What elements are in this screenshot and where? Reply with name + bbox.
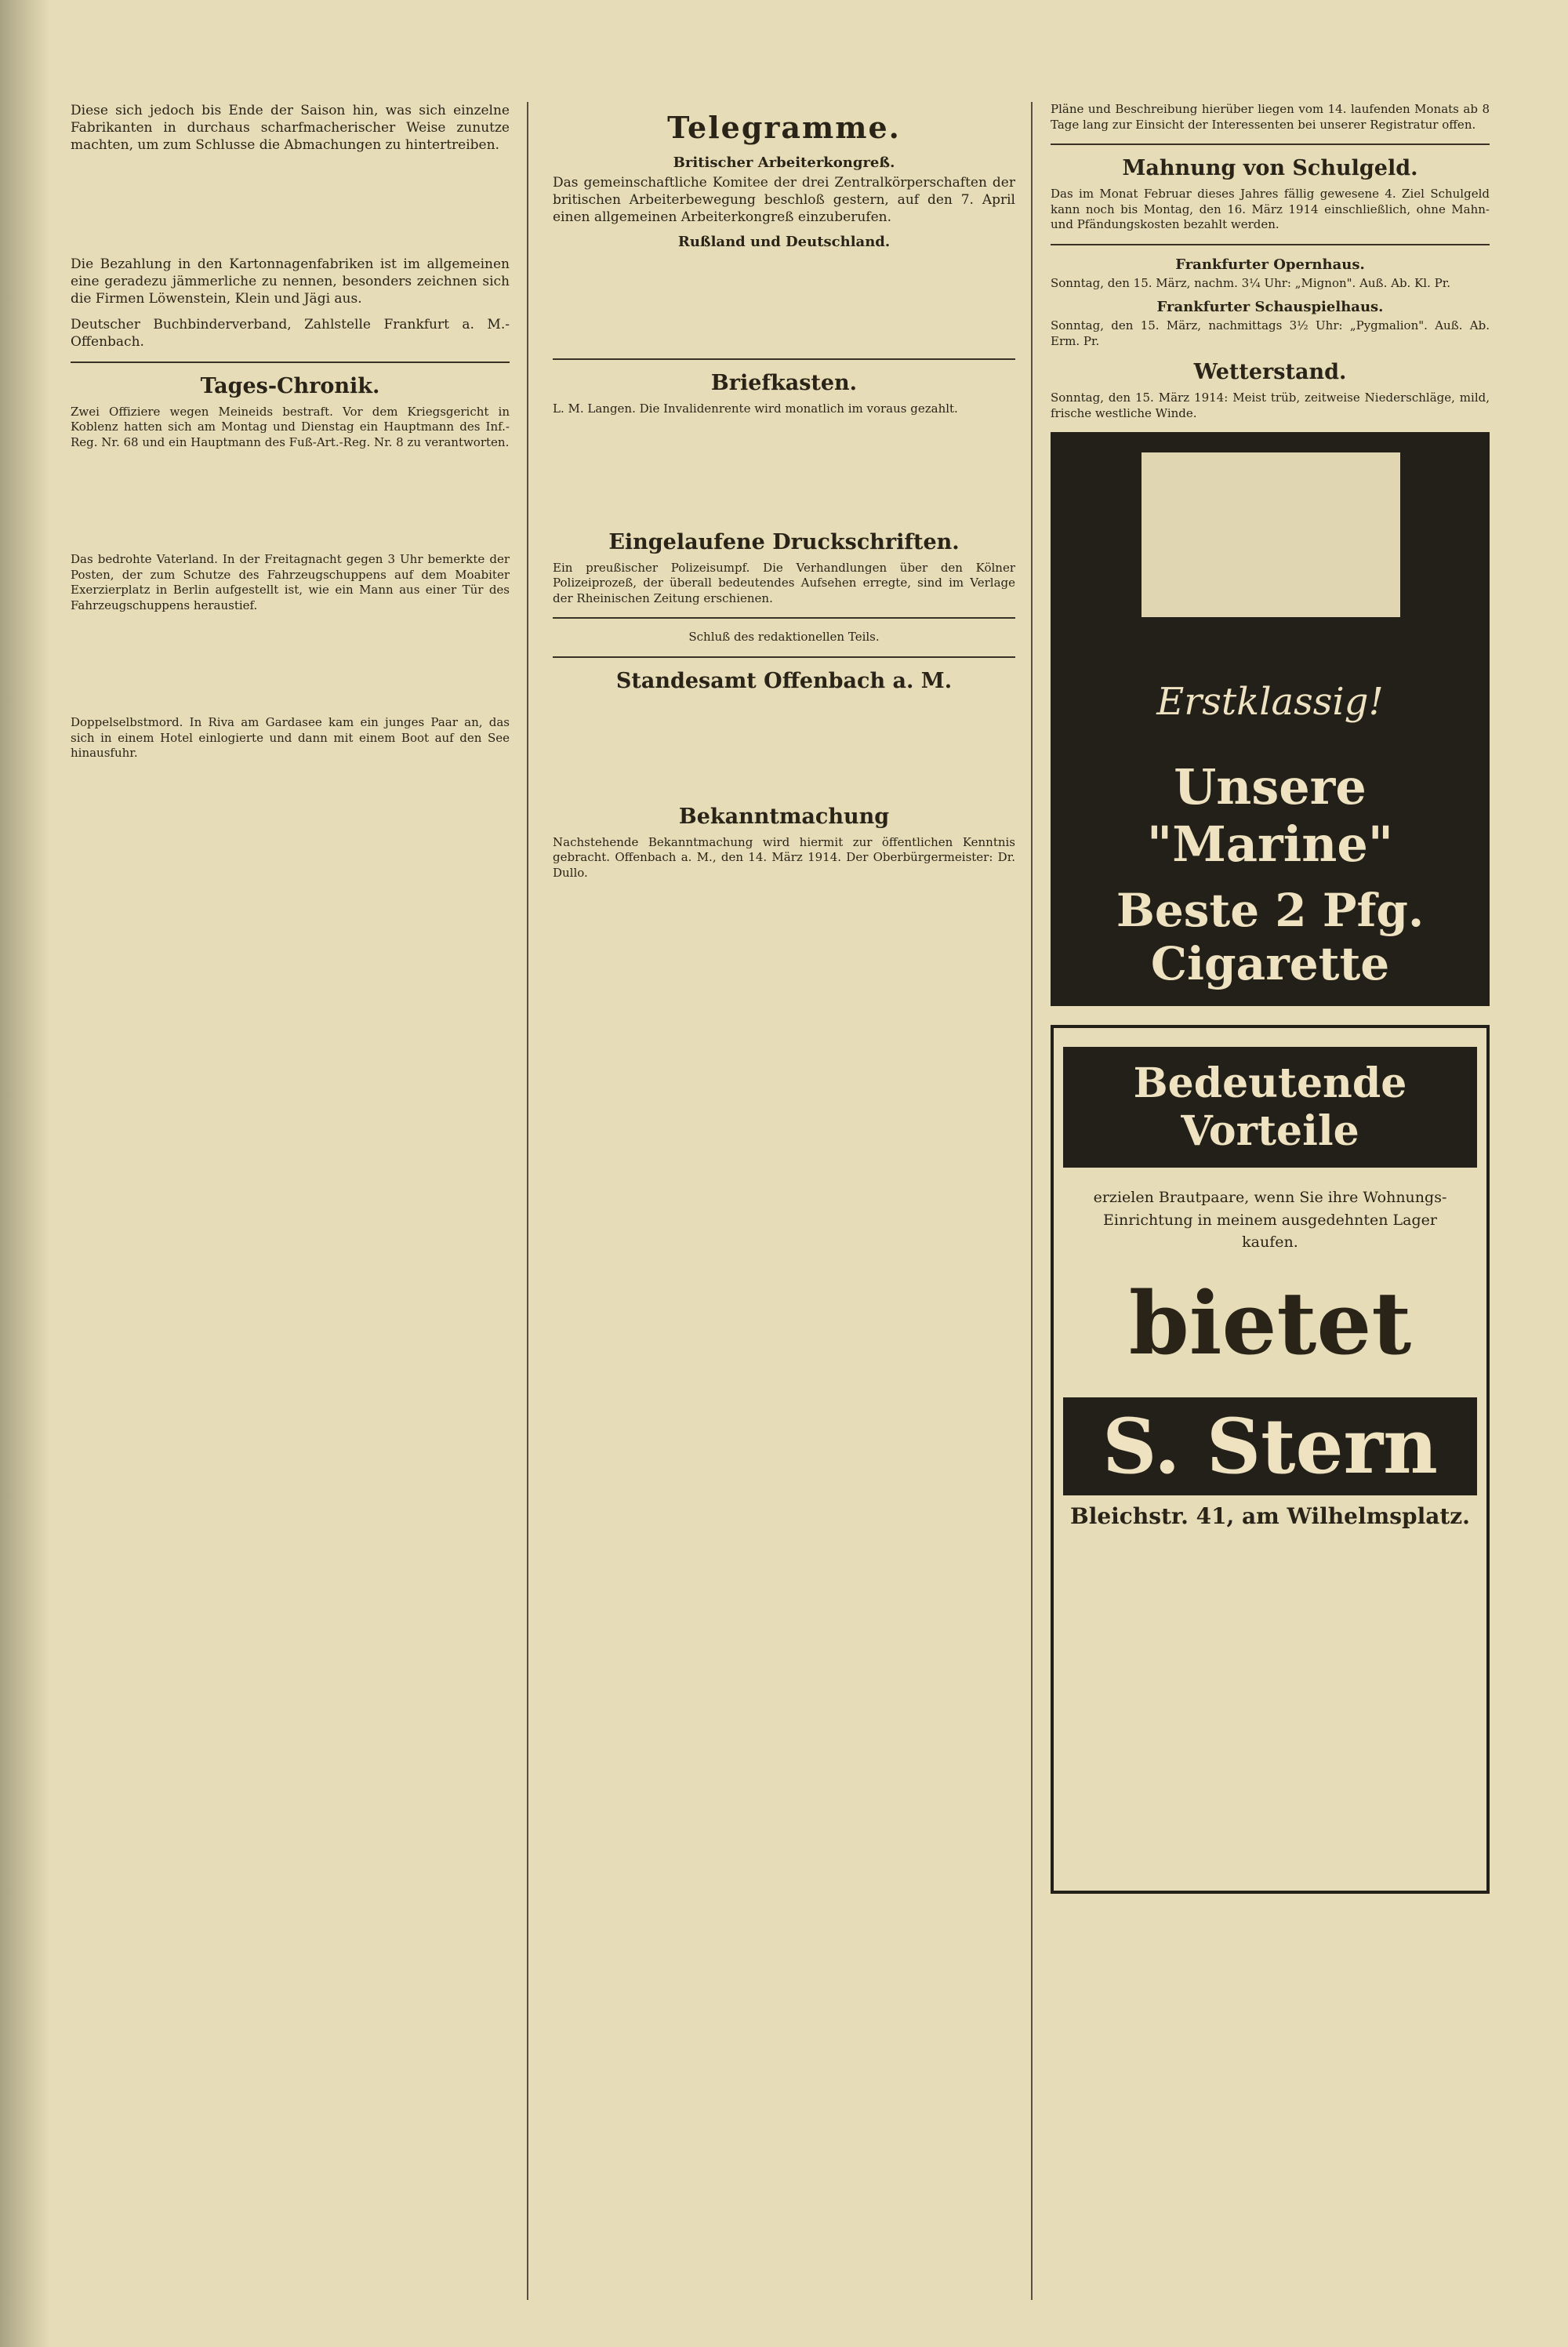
ad-text: erzielen Brautpaare, wenn Sie ihre Wohnungs-Einrichtung in meinem ausgedehnten Lager kaufen.: [1093, 1189, 1447, 1251]
ad-address: Bleichstr. 41, am Wilhelmsplatz.: [1070, 1502, 1470, 1529]
page-edge: [0, 0, 50, 2347]
section-heading: Bekanntmachung: [678, 804, 890, 829]
ad-line: Erstklassig!: [1156, 680, 1384, 724]
listing-item: Sonntag, den 15. März, nachm. 3¼ Uhr: „Mignon". Auß. Ab. Kl. Pr.: [1051, 275, 1451, 290]
column-middle: [553, 102, 1015, 888]
subheading: Britischer Arbeiterkongreß.: [673, 154, 895, 171]
ad-big-word: bietet: [1128, 1272, 1412, 1374]
end-note: Schluß des redaktionellen Teils.: [688, 630, 880, 645]
ad-line: Beste 2 Pfg. Cigarette: [1116, 884, 1425, 990]
column-right: [1051, 102, 1490, 1894]
weather-text: Sonntag, den 15. März 1914: Meist trüb, zeitweise Niederschläge, mild, frische westliche Winde.: [1051, 391, 1490, 420]
section-heading: Telegramme.: [667, 110, 901, 145]
notice-text: Das im Monat Februar dieses Jahres fällig gewesene 4. Ziel Schulgeld kann noch bis Montag, den 16. März 1914 einschließlich, ohne Mahn- und Pfändungskosten bezahlt werden.: [1051, 187, 1490, 231]
divider: [553, 656, 1015, 658]
omitted-gap: [553, 253, 1015, 347]
section-heading: Tages-Chronik.: [200, 373, 380, 398]
news-item: Zwei Offiziere wegen Meineids bestraft. Vor dem Kriegsgericht in Koblenz hatten sich am Montag und Dienstag ein Hauptmann des Inf.-Reg. Nr. 68 und ein Hauptmann des Fuß-Art.-Reg. Nr. 8 zu verantworten.: [71, 404, 510, 449]
divider: [71, 361, 510, 363]
divider: [1051, 244, 1490, 245]
column-rule: [1031, 102, 1033, 2300]
column-rule: [527, 102, 528, 2300]
article-paragraph: Die Bezahlung in den Kartonnagenfabriken ist im allgemeinen eine geradezu jämmerliche zu nennen, besonders zeichnen sich die Firmen Löwenstein, Klein und Jägi aus.: [71, 256, 510, 307]
ad-company-name: S. Stern: [1063, 1397, 1477, 1495]
section-heading: Eingelaufene Druckschriften.: [608, 529, 960, 554]
furniture-advertisement: [1051, 1025, 1490, 1894]
listing-item: Sonntag, den 15. März, nachmittags 3½ Uhr: „Pygmalion". Auß. Ab. Erm. Pr.: [1051, 318, 1490, 348]
article-paragraph: Das gemeinschaftliche Komitee der drei Zentralkörperschaften der britischen Arbeiterbewegung beschloß gestern, auf den 7. April einen allgemeinen Arbeiterkongreß einzuberufen.: [553, 175, 1015, 226]
divider: [553, 617, 1015, 619]
article-paragraph: Diese sich jedoch bis Ende der Saison hin, was sich einzelne Fabrikanten in durchaus scharfmacherischer Weise zunutze machten, um zum Schlusse die Abmachungen zu hintertreiben.: [71, 103, 510, 154]
notice-text: Pläne und Beschreibung hierüber liegen vom 14. laufenden Monats ab 8 Tage lang zur Einsicht der Interessenten bei unserer Registratur offen.: [1051, 102, 1490, 132]
divider: [1051, 144, 1490, 145]
druck-item: Ein preußischer Polizeisumpf. Die Verhandlungen über den Kölner Polizeiprozeß, der überall bedeutendes Aufsehen erregte, sind im Verlage der Rheinischen Zeitung erschienen.: [553, 560, 1015, 605]
news-item: Doppelselbstmord. In Riva am Gardasee kam ein junges Paar an, das sich in einem Hotel einlogierte und dann mit einem Boot auf den See hinausfuhr.: [71, 715, 510, 761]
divider: [553, 358, 1015, 360]
section-heading: Briefkasten.: [710, 371, 858, 396]
column-left: [71, 102, 510, 769]
omitted-gap: [71, 162, 510, 256]
brief-item: L. M. Langen. Die Invalidenrente wird monatlich im voraus gezahlt.: [553, 401, 958, 416]
news-item: Das bedrohte Vaterland. In der Freitagnacht gegen 3 Uhr bemerkte der Posten, der zum Schutze des Fahrzeugschuppens auf dem Moabiter Exerzierplatz in Berlin aufgestellt ist, wie ein Mann aus einer Tür des Fahrzeugschuppens heraustief.: [71, 552, 510, 612]
subheading: Rußland und Deutschland.: [677, 234, 891, 251]
omitted-gap: [553, 699, 1015, 794]
notice-text: Nachstehende Bekanntmachung wird hiermit zur öffentlichen Kenntnis gebracht. Offenbach a. M., den 14. März 1914. Der Oberbürgermeister: Dr. Dullo.: [553, 834, 1015, 880]
subheading: Frankfurter Schauspielhaus.: [1156, 299, 1384, 315]
article-signature: Deutscher Buchbinderverband, Zahlstelle Frankfurt a. M.-Offenbach.: [71, 316, 510, 350]
section-heading: Mahnung von Schulgeld.: [1122, 156, 1418, 180]
section-heading: Wetterstand.: [1193, 360, 1347, 384]
ad-line: Unsere "Marine": [1146, 758, 1394, 873]
omitted-gap: [71, 621, 510, 715]
omitted-gap: [71, 458, 510, 552]
subheading: Frankfurter Opernhaus.: [1175, 256, 1365, 273]
cigarette-advertisement: [1051, 432, 1490, 1006]
ship-illustration: [1142, 452, 1400, 617]
ad-headline: Bedeutende Vorteile: [1063, 1047, 1477, 1168]
section-heading: Standesamt Offenbach a. M.: [615, 668, 953, 693]
omitted-gap: [553, 425, 1015, 519]
